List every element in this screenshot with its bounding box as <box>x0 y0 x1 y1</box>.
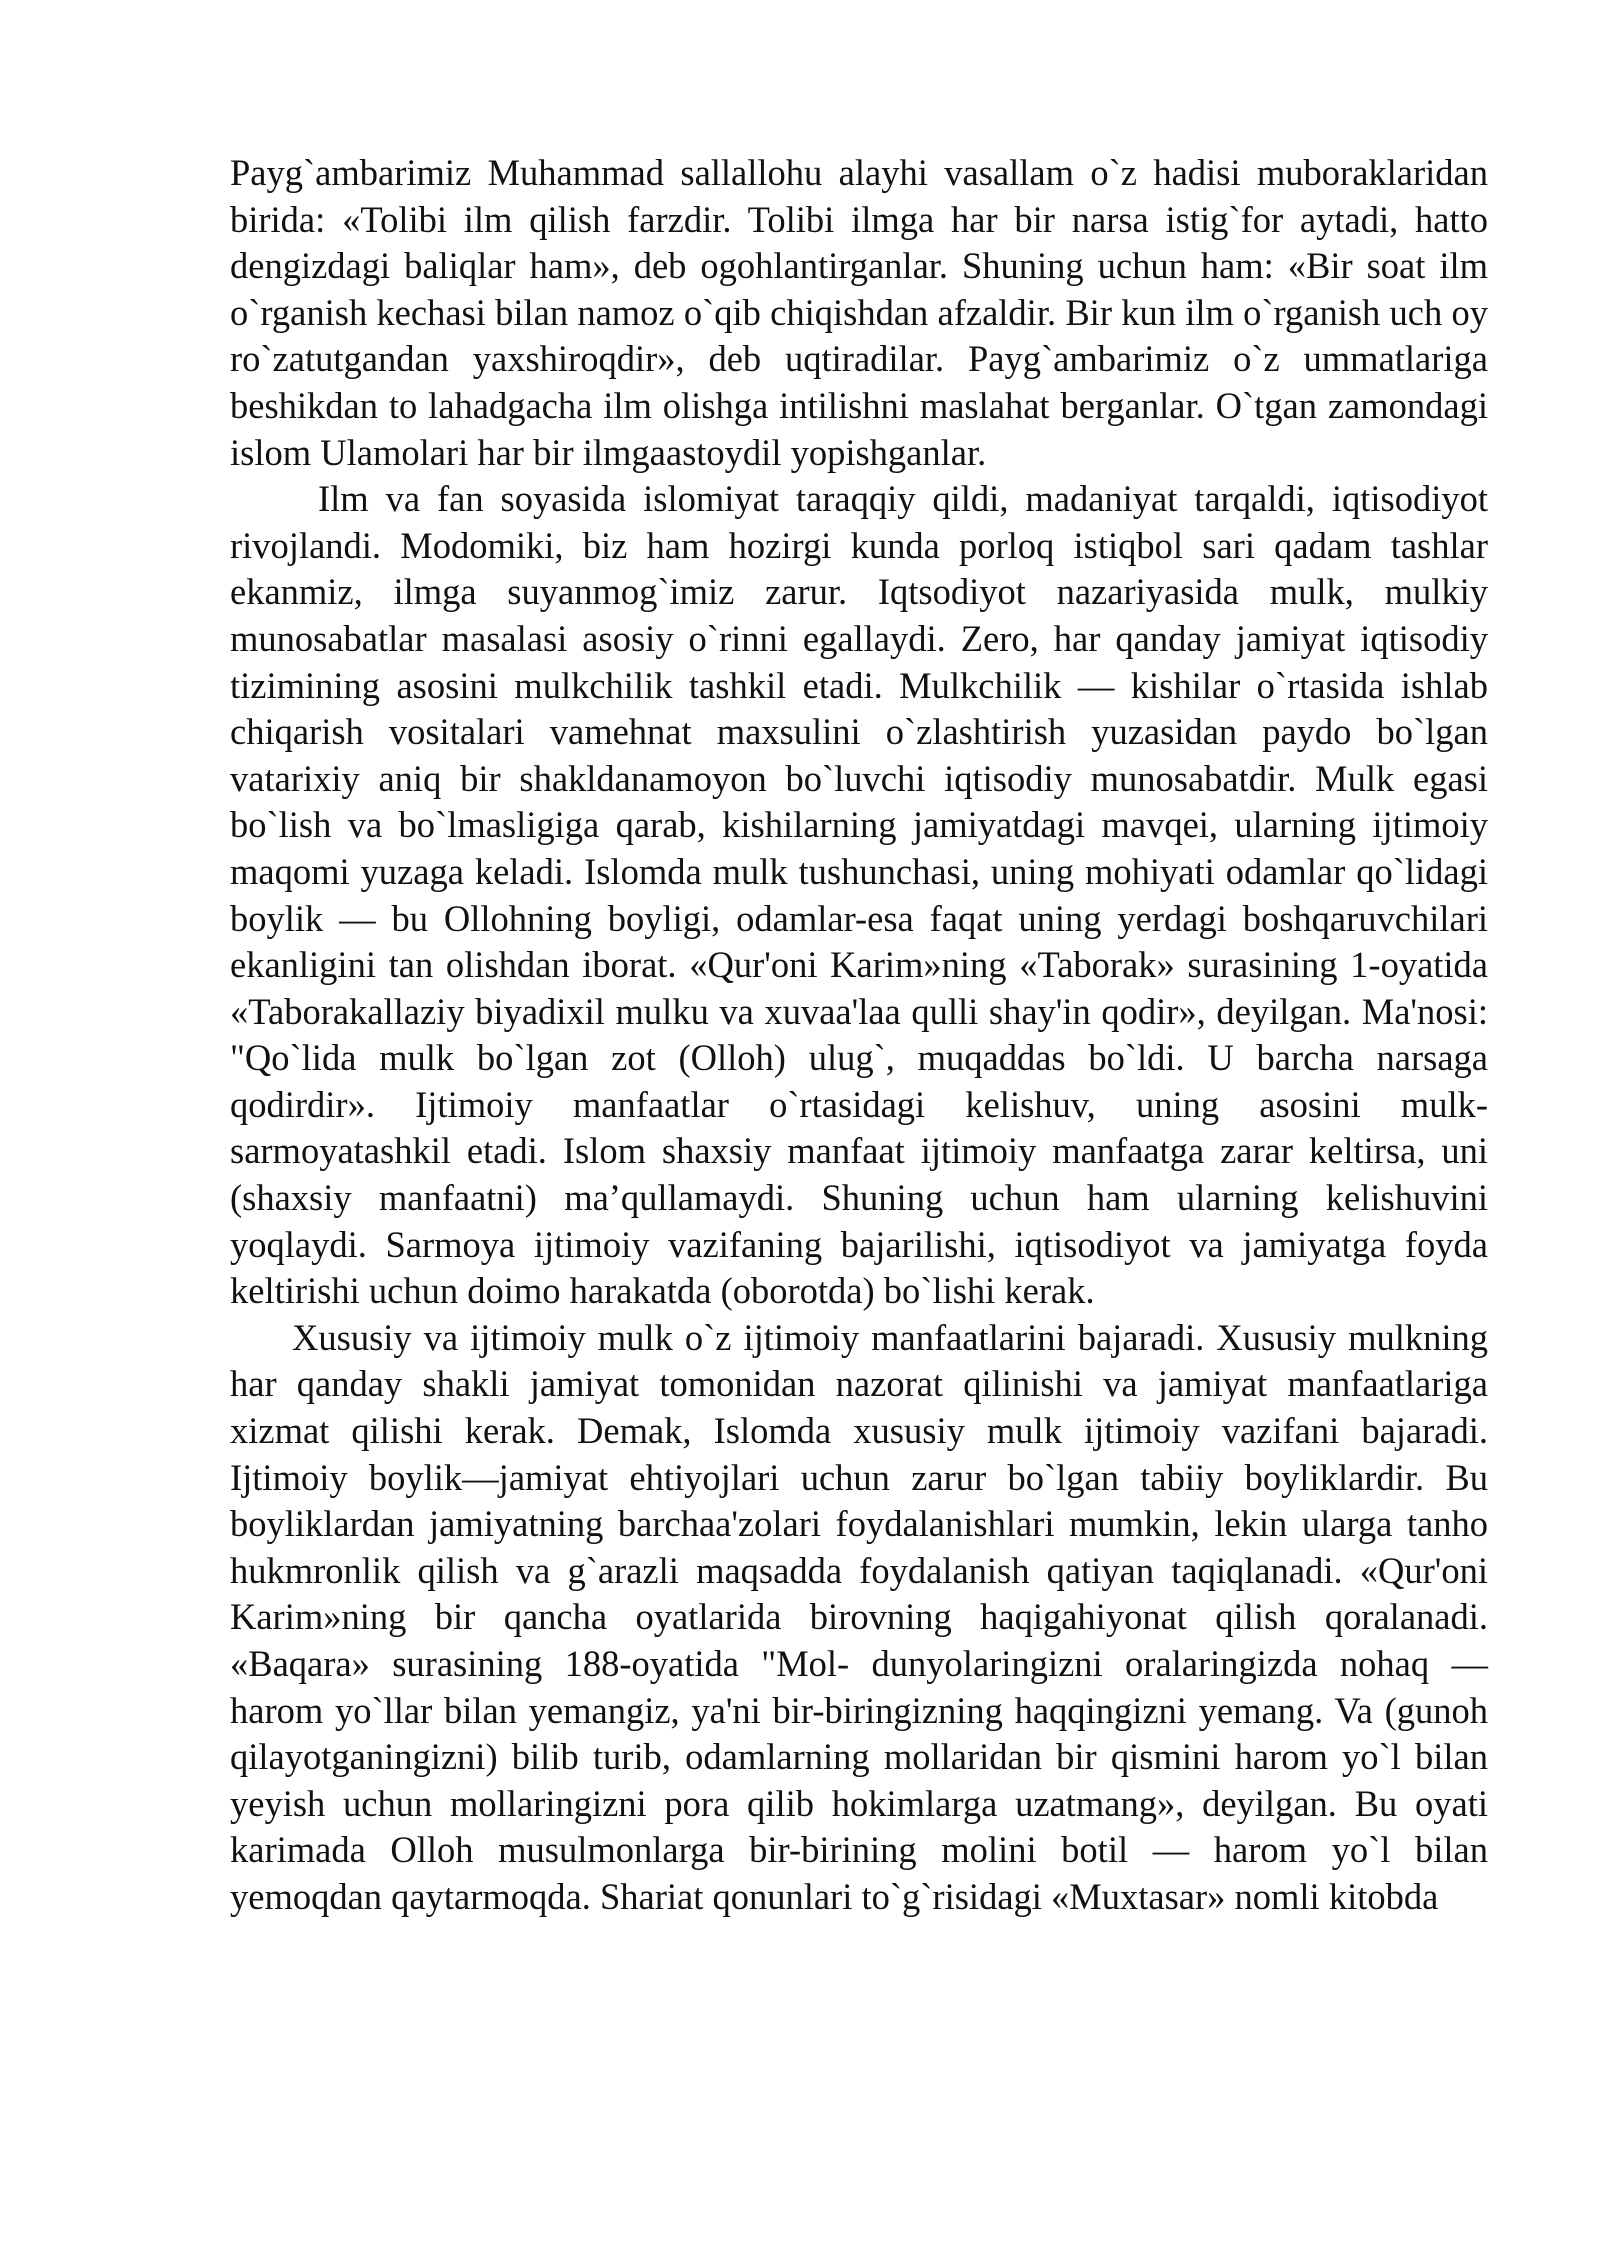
body-text <box>230 150 1488 1921</box>
paragraph-2: Ilm va fan soyasida islomiyat taraqqiy qildi, madaniyat tarqaldi, iqtisodiyot rivojlandi. Modomiki, biz ham hozirgi kunda porloq istiqbol sari qadam tashlar ekanmiz, ilmga suyanmog`imiz zarur. Iqtsodiyot nazariyasida mulk, mulkiy munosabatlar masalasi asosiy o`rinni egallaydi. Zero, har qanday jamiyat iqtisodiy tizimining asosini mulkchilik tashkil etadi. Mulkchilik — kishilar o`rtasida ishlab chiqarish vositalari vamehnat maxsulini o`zlashtirish yuzasidan paydo bo`lgan vatarixiy aniq bir shakldanamoyon bo`luvchi iqtisodiy munosabatdir. Mulk egasi bo`lish va bo`lmasligiga qarab, kishilarning jamiyatdagi mavqei, ularning ijtimoiy maqomi yuzaga keladi. Islomda mulk tushunchasi, uning mohiyati odamlar qo`lidagi boylik — bu Ollohning boyligi, odamlar-esa faqat uning yerdagi boshqaruvchilari ekanligini tan olishdan iborat. «Qur'oni Karim»ning «Taborak» surasining 1-oyatida «Taborakallaziy biyadixil mulku va xuvaa'laa qulli shay'in qodir», deyilgan. Ma'nosi: "Qo`lida mulk bo`lgan zot (Olloh) ulug`, muqaddas bo`ldi. U barcha narsaga qodirdir». Ijtimoiy manfaatlar o`rtasidagi kelishuv, uning asosini mulk-sarmoyatashkil etadi. Islom shaxsiy manfaat ijtimoiy manfaatga zarar keltirsa, uni (shaxsiy manfaatni) ma’qullamaydi. Shuning uchun ham ularning kelishuvini yoqlaydi. Sarmoya ijtimoiy vazifaning bajarilishi, iqtisodiyot va jamiyatga foyda keltirishi uchun doimo harakatda (oborotda) bo`lishi kerak. <box>230 478 1488 1312</box>
paragraph-1: Payg`ambarimiz Muhammad sallallohu alayhi vasallam o`z hadisi muboraklaridan birida: «Tolibi ilm qilish farzdir. Tolibi ilmga har bir narsa istig`for aytadi, hatto dengizdagi baliqlar ham», deb ogohlantirganlar. Shuning uchun ham: «Bir soat ilm o`rganish kechasi bilan namoz o`qib chiqishdan afzaldir. Bir kun ilm o`rganish uch oy ro`zatutgandan yaxshiroqdir», deb uqtiradilar. Payg`ambarimiz o`z ummatlariga beshikdan to lahadgacha ilm olishga intilishni maslahat berganlar. O`tgan zamondagi islom Ulamolari har bir ilmgaastoydil yopishganlar. <box>230 152 1488 473</box>
paragraph-3: Xususiy va ijtimoiy mulk o`z ijtimoiy manfaatlarini bajaradi. Xususiy mulkning har qanday shakli jamiyat tomonidan nazorat qilinishi va jamiyat manfaatlariga xizmat qilishi kerak. Demak, Islomda xususiy mulk ijtimoiy vazifani bajaradi. Ijtimoiy boylik—jamiyat ehtiyojlari uchun zarur bo`lgan tabiiy boyliklardir. Bu boyliklardan jamiyatning barchaa'zolari foydalanishlari mumkin, lekin ularga tanho hukmronlik qilish va g`arazli maqsadda foydalanish qatiyan taqiqlanadi. «Qur'oni Karim»ning bir qancha oyatlarida birovning haqigahiyonat qilish qoralanadi. «Baqara» surasining 188-oyatida "Mol- dunyolaringizni oralaringizda nohaq — harom yo`llar bilan yemangiz, ya'ni bir-biringizning haqqingizni yemang. Va (gunoh qilayotganingizni) bilib turib, odamlarning mollaridan bir qismini harom yo`l bilan yeyish uchun mollaringizni pora qilib hokimlarga uzatmang», deyilgan. Bu oyati karimada Olloh musulmonlarga bir-birining molini botil — harom yo`l bilan yemoqdan qaytarmoqda. Shariat qonunlari to`g`risidagi «Muxtasar» nomli kitobda <box>230 1316 1488 1917</box>
